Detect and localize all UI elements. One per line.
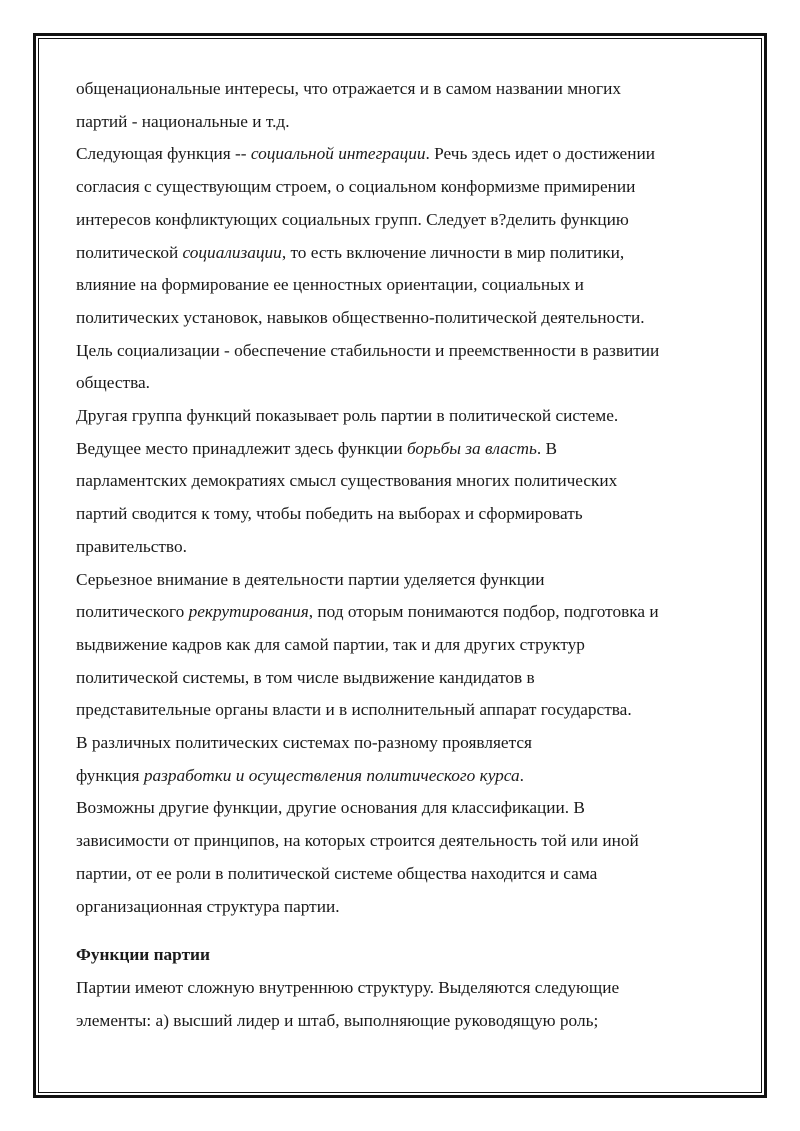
text-line: интересов конфликтующих социальных групп. Следует в?делить функцию (76, 209, 629, 229)
text-line: элементы: а) высший лидер и штаб, выполняющие руководящую роль; (76, 1010, 599, 1030)
term-struggle-for-power: борьбы за власть (406, 438, 537, 458)
text-line: общенациональные интересы, что отражается и в самом названии многих (76, 79, 622, 98)
text-line: правительство. (76, 536, 187, 556)
document-body (76, 73, 726, 1037)
term-recruitment: рекрутирования (188, 602, 309, 622)
text-line: согласия с существующим строем, о социальном конформизме примирении (76, 177, 636, 197)
text-line: политического рекрутирования, под оторым понимаются подбор, подготовка и (76, 602, 659, 622)
text-line: представительные органы власти и в исполнительный аппарат государства. (76, 700, 632, 720)
text-line: политической социализации, то есть включение личности в мир политики, (76, 242, 625, 262)
text-line: зависимости от принципов, на которых строится деятельность той или иной (76, 831, 639, 851)
text-line: партий - национальные и т.д. (76, 111, 290, 131)
text-line: организационная структура партии. (76, 896, 340, 916)
text-line: Возможны другие функции, другие основания для классификации. В (76, 798, 585, 818)
text-line: Цель социализации - обеспечение стабильности и преемственности в развитии (76, 340, 660, 360)
text-line: парламентских демократиях смысл существования многих политических (76, 471, 618, 491)
term-socialization: социализации (182, 242, 282, 262)
text-line: В различных политических системах по-разному проявляется (76, 733, 532, 753)
text-line: политической системы, в том числе выдвижение кандидатов в (76, 667, 535, 687)
term-policy-development: разработки и осуществления политического курса (143, 765, 520, 785)
section-heading: Функции партии (76, 945, 210, 965)
text-line: общества. (76, 373, 150, 393)
text-line: выдвижение кадров как для самой партии, так и для других структур (76, 634, 585, 654)
text-line: Другая группа функций показывает роль партии в политической системе. (76, 406, 619, 426)
text-line: Следующая функция -- социальной интеграции. Речь здесь идет о достижении (76, 144, 655, 164)
text-line: партий сводится к тому, чтобы победить на выборах и сформировать (76, 504, 583, 524)
term-social-integration: социальной интеграции (250, 144, 426, 164)
text-line: Ведущее место принадлежит здесь функции борьбы за власть. В (76, 438, 558, 458)
text-line: влияние на формирование ее ценностных ориентации, социальных и (76, 275, 584, 295)
text-line: Серьезное внимание в деятельности партии уделяется функции (76, 569, 545, 589)
text-line: политических установок, навыков общественно-политической деятельности. (76, 307, 645, 327)
text-line: партии, от ее роли в политической системе общества находится и сама (76, 863, 598, 883)
text-line: функция разработки и осуществления политического курса. (76, 765, 524, 785)
text-line: Партии имеют сложную внутреннюю структуру. Выделяются следующие (76, 977, 620, 997)
